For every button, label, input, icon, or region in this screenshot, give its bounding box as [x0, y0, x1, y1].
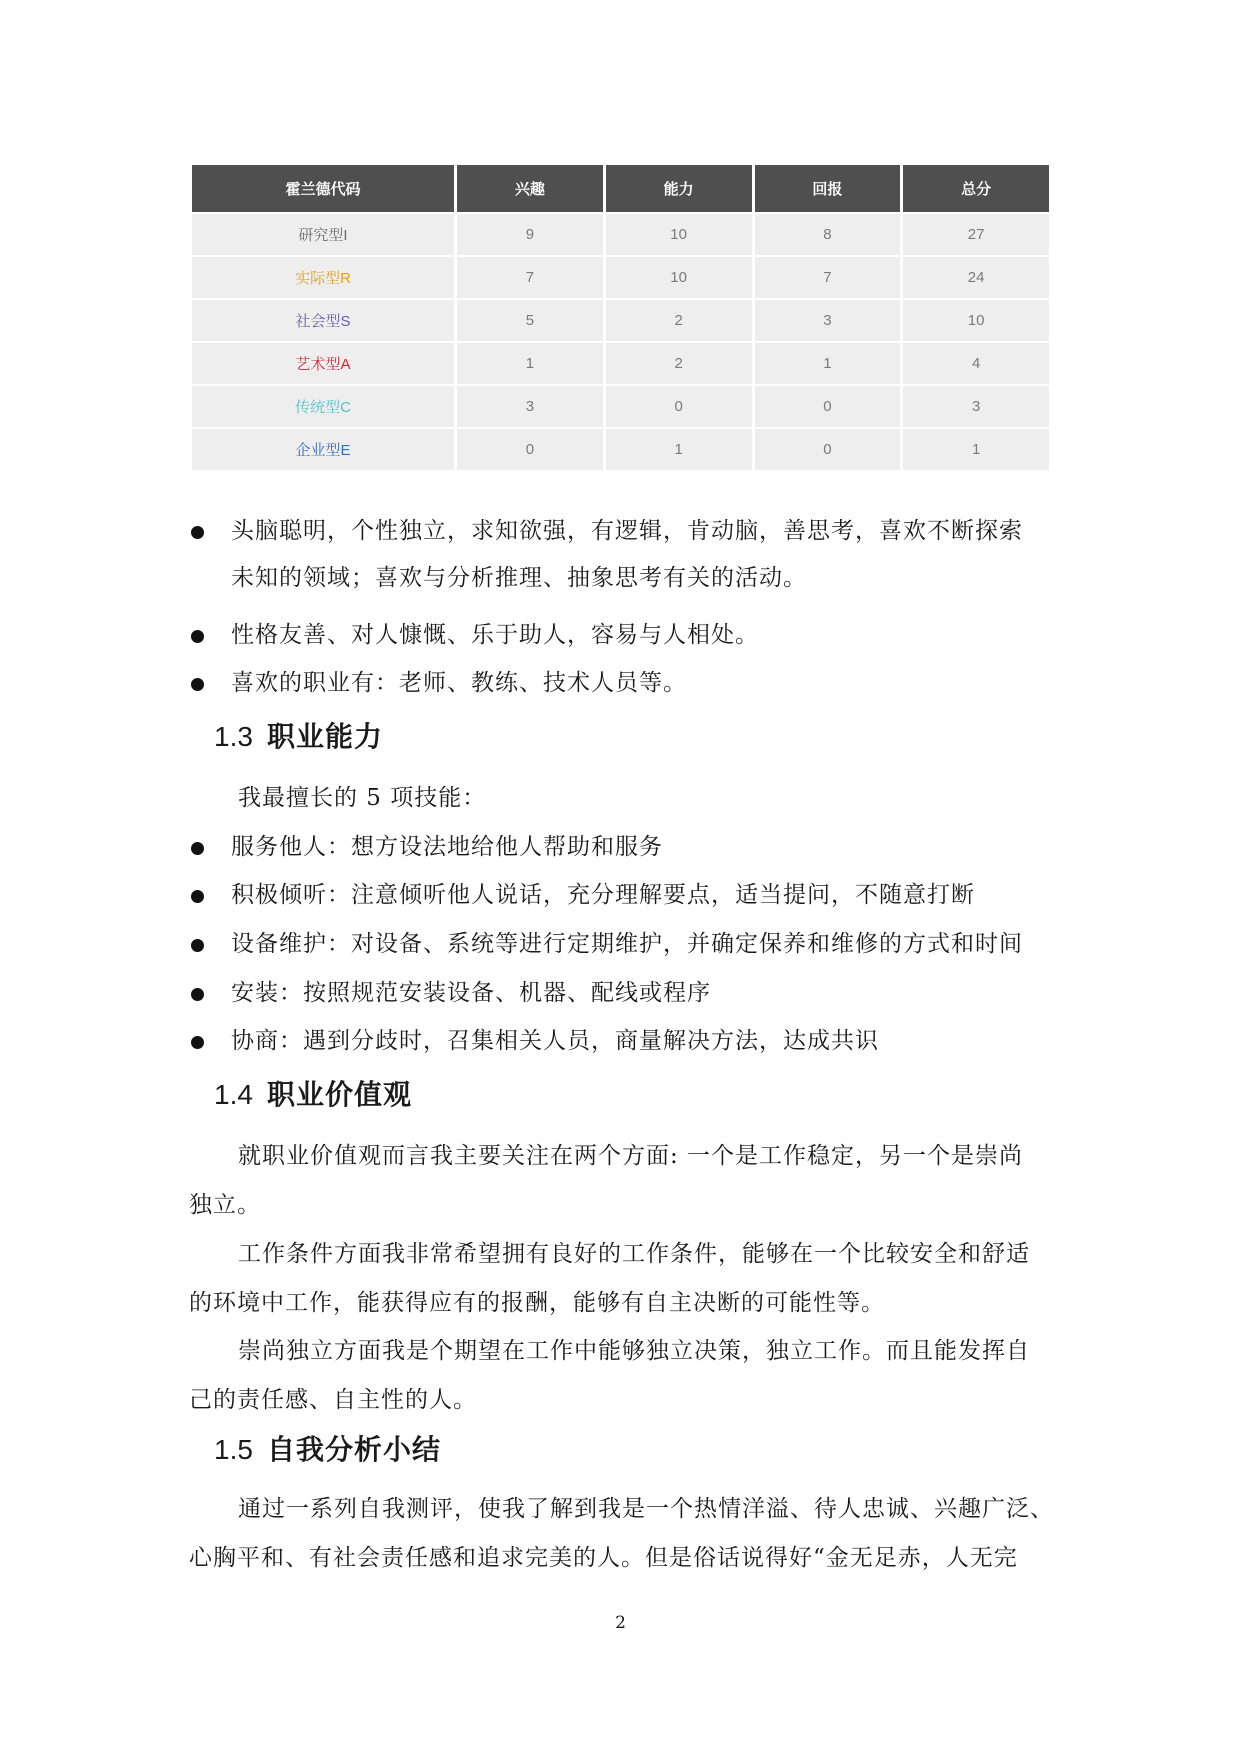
interest-score-cell: 0	[457, 429, 603, 470]
page-number: 2	[615, 1613, 626, 1633]
table-row	[192, 343, 1049, 384]
total-score-cell: 4	[903, 343, 1049, 384]
skill-item: 设备维护：对设备、系统等进行定期维护，并确定保养和维修的方式和时间	[231, 931, 1023, 957]
ability-score-cell: 10	[606, 214, 752, 255]
section-number: 1.3	[214, 721, 253, 752]
skill-item: 安装：按照规范安装设备、机器、配线或程序	[231, 980, 711, 1006]
reward-score-cell: 0	[755, 386, 901, 427]
interest-score-cell: 1	[457, 343, 603, 384]
bullet-icon	[191, 526, 204, 539]
header-ability: 能力	[606, 165, 752, 212]
section-title: 自我分析小结	[266, 1434, 441, 1465]
table-row	[192, 386, 1049, 427]
ability-score-cell: 2	[606, 343, 752, 384]
section-heading-1-4	[214, 1077, 412, 1113]
holland-type-cell: 传统型C	[192, 386, 454, 427]
holland-code-table	[189, 163, 1052, 472]
total-score-cell: 3	[903, 386, 1049, 427]
section-title: 职业能力	[266, 721, 383, 752]
skill-item: 积极倾听：注意倾听他人说话，充分理解要点，适当提问，不随意打断	[231, 882, 975, 908]
trait-line: 头脑聪明，个性独立，求知欲强，有逻辑，肯动脑，善思考，喜欢不断探索	[231, 518, 1023, 544]
trait-line: 喜欢的职业有：老师、教练、技术人员等。	[231, 670, 687, 696]
interest-score-cell: 7	[457, 257, 603, 298]
table-header-row	[192, 165, 1049, 212]
interest-score-cell: 5	[457, 300, 603, 341]
bullet-icon	[191, 1036, 204, 1049]
values-paragraph-line: 己的责任感、自主性的人。	[189, 1387, 477, 1413]
reward-score-cell: 1	[755, 343, 901, 384]
reward-score-cell: 7	[755, 257, 901, 298]
header-total: 总分	[903, 165, 1049, 212]
header-reward: 回报	[755, 165, 901, 212]
holland-type-cell: 企业型E	[192, 429, 454, 470]
summary-paragraph-line: 心胸平和、有社会责任感和追求完美的人。但是俗话说得好“金无足赤，人无完	[189, 1545, 1018, 1571]
bullet-icon	[191, 678, 204, 691]
table-row	[192, 429, 1049, 470]
bullet-icon	[191, 842, 204, 855]
holland-type-cell: 研究型I	[192, 214, 454, 255]
table-row	[192, 257, 1049, 298]
table-row	[192, 300, 1049, 341]
ability-score-cell: 2	[606, 300, 752, 341]
ability-score-cell: 0	[606, 386, 752, 427]
skills-intro: 我最擅长的 5 项技能：	[238, 785, 487, 811]
total-score-cell: 1	[903, 429, 1049, 470]
bullet-icon	[191, 630, 204, 643]
interest-score-cell: 9	[457, 214, 603, 255]
values-paragraph-line: 就职业价值观而言我主要关注在两个方面: 一个是工作稳定，另一个是崇尚	[238, 1143, 1024, 1169]
summary-paragraph-line: 通过一系列自我测评，使我了解到我是一个热情洋溢、待人忠诚、兴趣广泛、	[238, 1496, 1054, 1522]
ability-score-cell: 10	[606, 257, 752, 298]
section-heading-1-5	[214, 1432, 441, 1468]
total-score-cell: 27	[903, 214, 1049, 255]
skill-item: 服务他人：想方设法地给他人帮助和服务	[231, 834, 663, 860]
reward-score-cell: 0	[755, 429, 901, 470]
holland-type-cell: 社会型S	[192, 300, 454, 341]
holland-type-cell: 实际型R	[192, 257, 454, 298]
total-score-cell: 10	[903, 300, 1049, 341]
values-paragraph-line: 独立。	[189, 1192, 261, 1218]
section-heading-1-3	[214, 719, 383, 755]
header-interest: 兴趣	[457, 165, 603, 212]
bullet-icon	[191, 939, 204, 952]
values-paragraph-line: 工作条件方面我非常希望拥有良好的工作条件，能够在一个比较安全和舒适	[238, 1241, 1030, 1267]
trait-line: 性格友善、对人慷慨、乐于助人，容易与人相处。	[231, 622, 759, 648]
section-number: 1.4	[214, 1079, 253, 1110]
holland-type-cell: 艺术型A	[192, 343, 454, 384]
values-paragraph-line: 崇尚独立方面我是个期望在工作中能够独立决策，独立工作。而且能发挥自	[238, 1338, 1030, 1364]
trait-line: 未知的领域；喜欢与分析推理、抽象思考有关的活动。	[231, 565, 807, 591]
reward-score-cell: 3	[755, 300, 901, 341]
header-holland-code: 霍兰德代码	[192, 165, 454, 212]
table-row	[192, 214, 1049, 255]
values-paragraph-line: 的环境中工作，能获得应有的报酬，能够有自主决断的可能性等。	[189, 1290, 885, 1316]
skill-item: 协商：遇到分歧时，召集相关人员，商量解决方法，达成共识	[231, 1028, 879, 1054]
bullet-icon	[191, 988, 204, 1001]
section-title: 职业价值观	[266, 1079, 412, 1110]
total-score-cell: 24	[903, 257, 1049, 298]
section-number: 1.5	[214, 1434, 253, 1465]
interest-score-cell: 3	[457, 386, 603, 427]
reward-score-cell: 8	[755, 214, 901, 255]
ability-score-cell: 1	[606, 429, 752, 470]
bullet-icon	[191, 890, 204, 903]
